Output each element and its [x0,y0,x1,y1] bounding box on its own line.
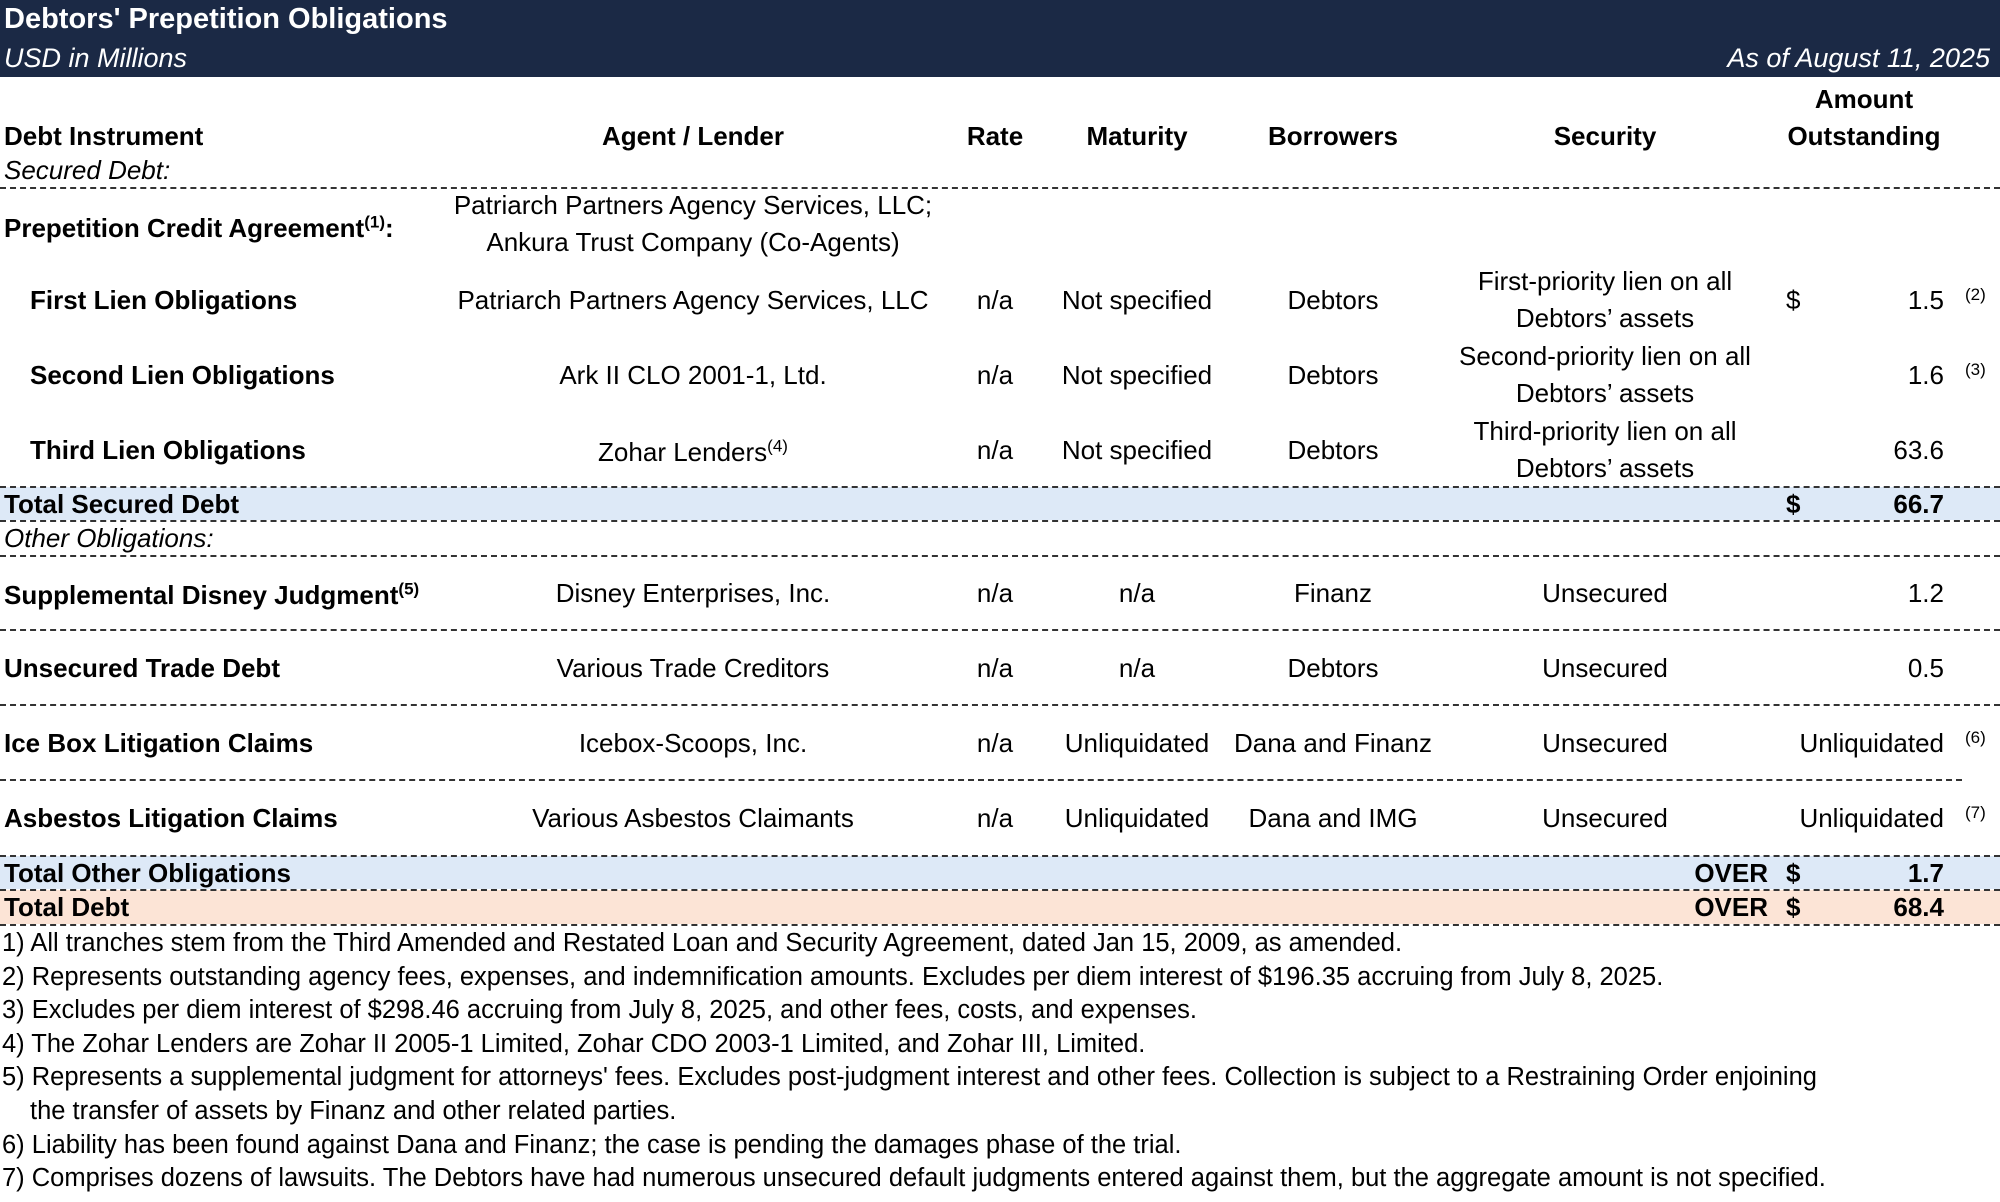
total-secured-band [0,487,2000,520]
footnote-2: 2) Represents outstanding agency fees, expenses, and indemnification amounts. Excludes per diem interest of $196.35 accruing from July 8, 2025. [2,962,1664,991]
report-title: Debtors' Prepetition Obligations [4,3,448,35]
row-label: Supplemental Disney Judgment$^{(5)}$ [4,579,420,610]
col-header-borrowers: Borrowers [1267,121,1399,151]
col-header-maturity: Maturity [1086,121,1188,151]
maturity-cell: n/a [1118,578,1156,608]
amount-cell: Unliquidated [1799,728,1944,758]
borrowers-cell: Dana and IMG [1248,803,1418,833]
security-line2: Debtors’ assets [1515,303,1695,333]
borrowers-cell: Debtors [1287,285,1379,315]
col-header-amount-line2: Outstanding [1787,121,1941,151]
agent-cell: Icebox-Scoops, Inc. [578,728,808,758]
col-header-rate: Rate [966,121,1024,151]
amount-cell: 1.7 [1907,858,1944,888]
divider [0,889,2000,891]
maturity-cell: Not specified [1061,360,1213,390]
rate-cell: n/a [976,728,1014,758]
divider [0,187,2000,189]
rate-cell: n/a [976,803,1014,833]
footnote-ref: (2) [1965,285,1986,304]
borrowers-cell: Dana and Finanz [1233,728,1433,758]
borrowers-cell: Finanz [1293,578,1373,608]
divider [0,855,2000,857]
borrowers-cell: Debtors [1287,435,1379,465]
currency-symbol: $ [1786,858,1801,888]
divider [0,704,2000,706]
amount-cell: 66.7 [1893,489,1944,519]
security-line1: Third-priority lien on all [1473,416,1737,446]
divider [0,779,1962,781]
maturity-cell: n/a [1118,653,1156,683]
maturity-cell: Not specified [1061,435,1213,465]
amount-cell: 1.5 [1907,285,1944,315]
security-cell: Unsecured [1542,578,1668,608]
maturity-cell: Unliquidated [1064,803,1210,833]
col-header-amount-line1: Amount [1814,84,1914,114]
divider [0,486,2000,488]
section-label-secured: Secured Debt: [4,155,171,185]
divider [0,629,2000,631]
report-header [0,0,2000,77]
over-flag: OVER [1694,892,1768,922]
security-cell: Unsecured [1542,803,1668,833]
amount-cell: 68.4 [1893,892,1944,922]
agent-cell: Zohar Lenders$^{(4)}$ [598,436,788,467]
col-header-security: Security [1553,121,1657,151]
borrowers-cell: Debtors [1287,653,1379,683]
rate-cell: n/a [976,653,1014,683]
security-line1: First-priority lien on all [1477,266,1733,296]
footnote-7: 7) Comprises dozens of lawsuits. The Debtors have had numerous unsecured default judgments entered against them, but the aggregate amount is not specified. [2,1164,1826,1193]
footnote-3: 3) Excludes per diem interest of $298.46 accruing from July 8, 2025, and other fees, costs, and expenses. [2,996,1197,1025]
footnote-ref: (6) [1965,728,1986,747]
currency-symbol: $ [1786,285,1801,315]
row-label: Total Secured Debt [4,489,240,519]
footnote-6: 6) Liability has been found against Dana and Finanz; the case is pending the damages phase of the trial. [2,1130,1182,1159]
rate-cell: n/a [976,360,1014,390]
agent-cell: Various Asbestos Claimants [532,803,854,833]
amount-cell: 1.6 [1907,360,1944,390]
agent-line2: Ankura Trust Company (Co-Agents) [486,227,900,257]
row-label: Asbestos Litigation Claims [4,803,338,833]
security-line1: Second-priority lien on all [1459,341,1751,371]
maturity-cell: Unliquidated [1064,728,1210,758]
security-line2: Debtors’ assets [1515,378,1695,408]
rate-cell: n/a [976,285,1014,315]
footnote-4: 4) The Zohar Lenders are Zohar II 2005-1 Limited, Zohar CDO 2003-1 Limited, and Zohar III, Limited. [2,1029,1146,1058]
col-header-agent: Agent / Lender [601,121,785,151]
divider [0,555,2000,557]
report-as-of-date: As of August 11, 2025 [1727,43,1990,73]
footnote-5: 5) Represents a supplemental judgment for attorneys' fees. Excludes post-judgment interest and other fees. Collection is subject to a Restraining Order enjoining [2,1063,1817,1092]
amount-cell: Unliquidated [1799,803,1944,833]
agent-cell: Various Trade Creditors [556,653,830,683]
agent-cell: Ark II CLO 2001-1, Ltd. [559,360,827,390]
amount-cell: 0.5 [1907,653,1944,683]
divider [0,924,2000,926]
agent-cell: Patriarch Partners Agency Services, LLC [457,285,929,315]
agent-line1: Patriarch Partners Agency Services, LLC; [453,190,933,220]
currency-symbol: $ [1786,892,1801,922]
agent-cell: Disney Enterprises, Inc. [555,578,831,608]
row-label: First Lien Obligations [30,285,298,315]
over-flag: OVER [1694,858,1768,888]
row-label: Unsecured Trade Debt [4,653,280,683]
footnote-1: 1) All tranches stem from the Third Amended and Restated Loan and Security Agreement, dated Jan 15, 2009, as amended. [2,929,1403,957]
report-units: USD in Millions [4,43,188,73]
currency-symbol: $ [1786,489,1801,519]
section-label-other: Other Obligations: [4,523,214,553]
row-label: Third Lien Obligations [30,435,306,465]
footnote-ref: (3) [1965,360,1986,379]
divider [0,520,2000,522]
footnote-ref: (7) [1965,803,1986,822]
row-label: Ice Box Litigation Claims [4,728,314,758]
amount-cell: 1.2 [1907,578,1944,608]
security-line2: Debtors’ assets [1515,453,1695,483]
footnotes [2,927,1992,1196]
security-cell: Unsecured [1542,653,1668,683]
security-cell: Unsecured [1542,728,1668,758]
row-label: Total Other Obligations [4,858,291,888]
row-label: Prepetition Credit Agreement$^{(1)}$: [4,212,394,243]
maturity-cell: Not specified [1061,285,1213,315]
rate-cell: n/a [976,435,1014,465]
rate-cell: n/a [976,578,1014,608]
footnote-5-continued: the transfer of assets by Finanz and other related parties. [30,1096,677,1125]
row-label: Second Lien Obligations [30,360,335,390]
borrowers-cell: Debtors [1287,360,1379,390]
amount-cell: 63.6 [1893,435,1944,465]
col-header-instrument: Debt Instrument [4,121,204,151]
row-label: Total Debt [4,892,130,922]
